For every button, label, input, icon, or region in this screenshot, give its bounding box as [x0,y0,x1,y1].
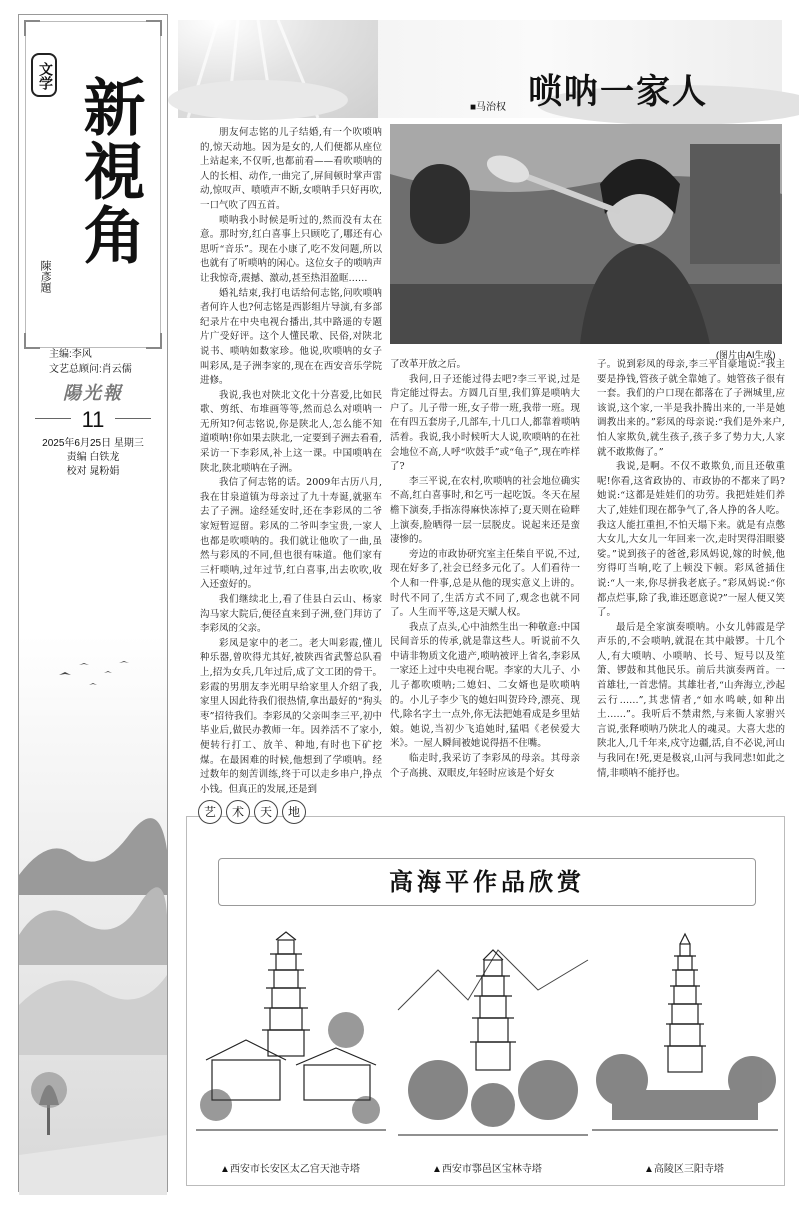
paragraph: 婚礼结束,我打电话给何志铭,问吹唢呐者何许人也?何志铭是西影组片导演,有多部纪录片在中央电视台播出,其中路遥的专题片广受好评。这个人懂民歌、民俗,对陕北说书、唢呐如数家珍。他说,吹唢呐的女子叫彩凤,是子洲李家的,现在在西安音乐学院进修。 [200,287,382,387]
issue-info [29,437,157,479]
section-title: 新視角 [73,75,146,267]
calligrapher-signature: 陳彥題 [39,260,52,293]
paragraph: 最后是全家演奏唢呐。小女儿韩霞是学声乐的,不会唢呐,就混在其中敲锣。十几个人,有大唢呐、小唢呐、长号、短号以及笙箫、锣鼓和其他民乐。前后共演奏两首。一首雄壮,一首悲情。其雄壮者,“山奔海立,沙起云行……”,其悲情者,“如水鸣峡,如种出土……”。我听后不禁肃然,与来衙人家驸兴言说,张释唢呐乃陕北人的魂灵。大喜大悲的陕北人,几千年来,戍守边疆,活,自不必说,河山与我同在!死,更是极哀,山河与我同悲!如此之情,非唢呐不能抒也。 [597,621,785,779]
editor-credit: 主编:李风 [49,349,92,360]
proofreader: 校对 晁粉娟 [66,466,120,477]
art-title-bar [218,858,756,906]
sketch-caption-2: ▲西安市鄠邑区宝林寺塔 [432,1164,542,1175]
paragraph: 我们继续北上,看了佳县白云山、杨家沟马家大院后,便径直来到子洲,登门拜访了李彩凤的父亲。 [200,594,382,635]
article-photo [390,124,782,344]
editor-duty: 责编 白铁龙 [66,452,120,463]
article-column-2 [390,358,580,786]
article-title: 唢呐一家人 [528,72,708,112]
article-column-3 [597,358,785,786]
paragraph: 我点了点头,心中油然生出一种敬意:中国民间音乐的传承,就是靠这些人。听说前不久中请非物质文化遗产,唢呐被评上省名,李彩凤一家还上过中央电视台呢。李家的大儿子、小儿子都吹唢呐;二媳妇、二女婿也是吹唢呐的。小儿子李少飞的媳妇叫贺玲玲,漂亮、现代,除名字土一点外,你无法把她看成是乡里姑娘。她说,当初少飞追她时,猛唱《老侯爱大米》。一屋人瞬间被她说得捂不住嘴。 [390,621,581,750]
paragraph: 李三平说,在农村,吹唢呐的社会地位确实不高,红白喜事时,和乞丐一起吃饭。冬天在屋檐下演奏,手指冻得麻快冻掉了;夏天则在硷畔上演奏,脸晒得一层一层脱皮。说起来还是蛮凄惨的。 [390,475,580,546]
paragraph: 子。说到彩凤的母亲,李三平自豪地说:“我主要是挣钱,管孩子就全靠她了。她管孩子很有一套。我们的户口现在都落在了子洲城里,应该说,这个家,一半是我扑腾出来的,一半是她调教出来的。”彩凤的母亲说:“我们是外来户,怕人家欺负,就生孩子,孩子多了势力大,人家就不敢欺侮了。” [597,359,785,458]
paper-logo: 陽光報 [63,383,123,404]
pagoda-sketch-2 [398,930,588,1150]
paragraph: 我问,日子还能过得去吧?李三平说,过是肯定能过得去。方圆几百里,我们算是唢呐大户了。儿子带一班,女子带一班,我带一班。现在有四五套房子,几部车,十几口人,都靠着唢呐活着。我说,我小时候听大人说,吹唢呐的在社会地位不高,人呼“吹鼓手”或“龟子”,现在咋样了? [390,373,580,473]
pagoda-sketch-1 [196,930,386,1150]
ink-landscape-illustration [19,635,167,1195]
consultant-credit: 文艺总顾问:肖云儒 [49,364,132,375]
page-number: 11 [81,407,105,432]
photo-caption: (图片由AI生成) [716,350,776,360]
paragraph: 临走时,我采访了李彩凤的母亲。其母亲个子高挑、双眼皮,年轻时应该是个好女 [390,753,580,779]
sketch-caption-3: ▲高陵区三阳寺塔 [644,1164,724,1175]
paragraph: 旁边的市政协研究室主任柴自平说,不过,现在好多了,社会已经多元化了。人们看待一个人和一件事,总是从他的现实意义上讲的。时代不同了,生活方式不同了,观念也就不同了。人生而平等,这是天赋人权。 [390,548,580,619]
paragraph: 我说,是啊。不仅不敢欺负,而且还敬重呢!你看,这省政协的、市政协的不都来了吗?她说:“这都是娃娃们的功劳。我把娃娃们养大了,娃娃们现在都争气了,各人挣的各人吃。我这人能扛重担,不怕天塌下来。就是有点憋大女儿,大女儿一年回来一次,走时哭得泪眼婆娑。”说到孩子的爸爸,彩凤妈说,嫁的时候,他穷得叮当响,吃了上顿没下顿。彩凤爸插住说:“人一来,你尽拼我老底子。”彩凤妈说:“你都点烂事,除了我,谁还愿意说?”一屋人便又笑了。 [597,461,785,619]
masthead [18,14,168,1192]
suona-player-illustration [390,124,782,344]
credits [49,347,132,377]
pagoda-sketch-3 [592,930,778,1150]
paragraph: 唢呐我小时候是听过的,然而没有太在意。那时穷,红白喜事上只顾吃了,哪还有心思听“音乐”。现在小康了,吃不发问题,所以也就有了听唢呐的闲心。这位女子的唢呐声让我惊奇,震撼、激动,甚至热泪盈眶…… [200,214,382,284]
art-title: 高海平作品欣赏 [389,867,585,896]
tag-char: 地 [282,800,306,824]
tag-char: 艺 [198,800,222,824]
sketch-caption-1: ▲西安市长安区太乙宫天池寺塔 [220,1164,360,1175]
page-number-rule-right [115,418,151,419]
paragraph: 彩凤是家中的老二。老大叫彩霞,懂儿种乐器,曾吹得尤其好,被陕西省武警总队看上,招为女兵,几年过后,成了文工团的骨干。彩霞的男朋友李光明早给家里人介绍了我,家里人因此待我们很热情,拿出最好的“狗头枣”招待我们。李彩凤的父亲叫李三平,初中毕业后,做民办教师一年。因养活不了家小,便转行打工、放羊、种地,有时也下矿挖煤。在最困难的时候,他想到了学唢呐。经过数年的刻苦训练,终于可以走乡串户,挣点小钱。但真正的发展,还是到 [200,637,382,795]
paragraph: 我说,我也对陕北文化十分喜爱,比如民歌、剪纸、布堆画等等,然而总么对唢呐一无所知?何志铭说,你是陕北人,怎么能不知道唢呐!你如果去陕北,一定要到子洲去看看,采访一下李彩凤,补上这一课。中国唢呐在陕北,陕北唢呐在子洲。 [200,389,382,474]
art-section-tag [198,800,306,824]
tag-char: 术 [226,800,250,824]
section-seal: 文学 [31,53,57,97]
paragraph: 朋友何志铭的儿子结婚,有一个吹唢呐的,惊天动地。因为是女的,人们便都从座位上站起来,不仅听,也都前看——看吹唢呐的人的长相、动作,一曲完了,屏间顿时掌声雷动,惊叹声、喷喷声不断,女唢呐手只好再吹,一口气吹了四五首。 [200,127,382,211]
issue-date: 2025年6月25日 星期三 [42,438,144,449]
paragraph: 了改革开放之后。 [390,359,467,370]
paragraph: 我信了何志铭的话。2009年古历八月,我在甘泉道镇为母亲过了九十寿诞,就驱车去了子洲。途经延安时,还在李彩凤的二爷家短暂逗留。彩凤的二爷叫李宝贵,一家人也都是吹唢呐的。我们就让他吹了一曲,虽然与彩凤的不同,但也很有味道。他们家有三杆唢呐,过年过节,红白喜事,出去吹吹,收入还蛮好的。 [200,477,382,591]
tag-char: 天 [254,800,278,824]
article-column-1 [200,126,382,795]
article-byline: ■马治权 [470,102,507,113]
